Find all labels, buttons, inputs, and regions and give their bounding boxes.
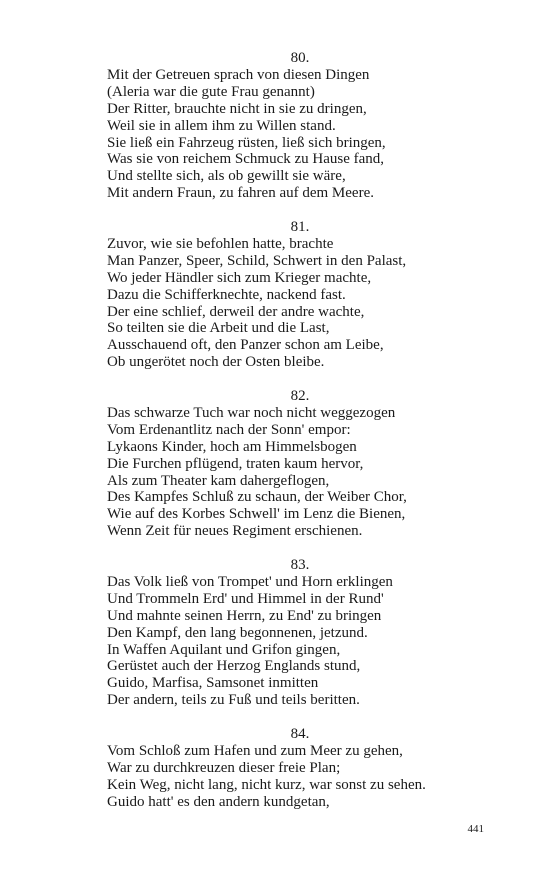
- verse-line: Ausschauend oft, den Panzer schon am Leibe,: [107, 337, 384, 354]
- verse-line: Vom Schloß zum Hafen und zum Meer zu gehen,: [107, 742, 403, 759]
- verse-line: Der Ritter, brauchte nicht in sie zu dringen,: [107, 100, 367, 117]
- verse-line: Des Kampfes Schluß zu schaun, der Weiber Chor,: [107, 489, 407, 506]
- verse-line: Zuvor, wie sie befohlen hatte, brachte: [107, 235, 334, 252]
- stanza-82: [107, 388, 487, 540]
- stanza-number: 84.: [290, 726, 310, 742]
- stanza-number: 81.: [290, 219, 310, 235]
- verse-line: Man Panzer, Speer, Schild, Schwert in den Palast,: [107, 252, 407, 269]
- verse-line: Kein Weg, nicht lang, nicht kurz, war sonst zu sehen.: [107, 776, 426, 793]
- stanza-number: 83.: [290, 557, 310, 573]
- verse-line: Guido hatt' es den andern kundgetan,: [107, 793, 330, 810]
- verse-line: Der andern, teils zu Fuß und teils beritten.: [107, 692, 360, 709]
- verse-line: Und Trommeln Erd' und Himmel in der Rund': [107, 590, 384, 607]
- verse-line: Ob ungerötet noch der Osten bleibe.: [107, 354, 325, 371]
- stanza-81: [107, 219, 487, 371]
- stanza-83: [107, 557, 487, 709]
- page-number: 441: [467, 823, 484, 835]
- verse-line: Gerüstet auch der Herzog Englands stund,: [107, 658, 361, 675]
- verse-line: Vom Erdenantlitz nach der Sonn' empor:: [107, 421, 351, 438]
- verse-line: So teilten sie die Arbeit und die Last,: [107, 320, 330, 337]
- verse-line: Mit der Getreuen sprach von diesen Dingen: [107, 66, 370, 83]
- stanza-number: 80.: [290, 50, 310, 66]
- verse-line: Als zum Theater kam dahergeflogen,: [107, 472, 330, 489]
- verse-line: Und stellte sich, als ob gewillt sie wäre,: [107, 168, 346, 185]
- verse-line: Das Volk ließ von Trompet' und Horn erklingen: [107, 573, 393, 590]
- stanza-number: 82.: [290, 388, 310, 404]
- verse-line: Mit andern Fraun, zu fahren auf dem Meere.: [107, 185, 374, 202]
- verse-line: Der eine schlief, derweil der andre wachte,: [107, 303, 365, 320]
- verse-line: Sie ließ ein Fahrzeug rüsten, ließ sich bringen,: [107, 134, 386, 151]
- verse-line: Wie auf des Korbes Schwell' im Lenz die Bienen,: [107, 506, 406, 523]
- verse-line: War zu durchkreuzen dieser freie Plan;: [107, 759, 341, 776]
- verse-line: Wo jeder Händler sich zum Krieger machte,: [107, 269, 372, 286]
- verse-line: (Aleria war die gute Frau genannt): [107, 83, 315, 100]
- verse-line: Dazu die Schifferknechte, nackend fast.: [107, 286, 346, 303]
- verse-line: In Waffen Aquilant und Grifon gingen,: [107, 641, 341, 658]
- verse-line: Wenn Zeit für neues Regiment erschienen.: [107, 523, 363, 540]
- verse-line: Guido, Marfisa, Samsonet inmitten: [107, 675, 319, 692]
- verse-line: Die Furchen pflügend, traten kaum hervor,: [107, 455, 364, 472]
- verse-line: Lykaons Kinder, hoch am Himmelsbogen: [107, 438, 357, 455]
- stanza-84: [107, 726, 487, 811]
- verse-line: Was sie von reichem Schmuck zu Hause fand,: [107, 151, 385, 168]
- verse-line: Das schwarze Tuch war noch nicht weggezogen: [107, 404, 396, 421]
- verse-line: Und mahnte seinen Herrn, zu End' zu bringen: [107, 607, 382, 624]
- verse-line: Weil sie in allem ihm zu Willen stand.: [107, 117, 336, 134]
- verse-line: Den Kampf, den lang begonnenen, jetzund.: [107, 624, 368, 641]
- stanza-80: [107, 50, 487, 202]
